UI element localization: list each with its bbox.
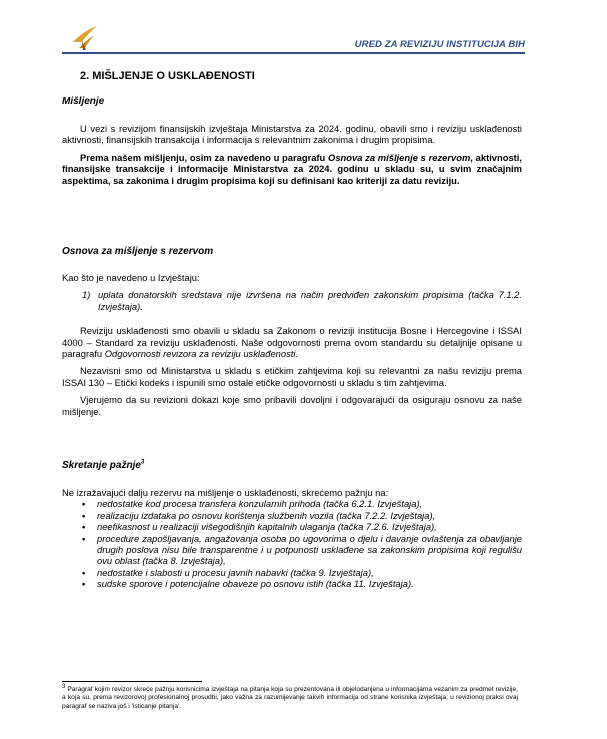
- bullet-item: [82, 533, 522, 567]
- header-title: URED ZA REVIZIJU INSTITUCIJA BIH: [354, 39, 525, 50]
- bullet-item: [82, 578, 522, 589]
- osnova-heading: Osnova za mišljenje s rezervom: [62, 246, 214, 257]
- misljenje-paragraph-1: U vezi s revizijom finansijskih izvještaja Ministarstva za 2024. godinu, obavili smo i reviziju usklađenosti aktivnosti, finansijskih transakcija i informacija s relevantnim zakonima i drugim propisima.: [62, 123, 522, 146]
- osnova-intro: Kao što je navedeno u Izvještaju:: [62, 272, 200, 283]
- footnote-reference[interactable]: 3: [140, 459, 145, 466]
- bullet-item-text: realizaciju izdataka po osnovu korištenja službenih vozila (tačka 7.2.2. Izvještaja),: [97, 509, 436, 521]
- bullet-item: [82, 567, 522, 578]
- osnova-section: [62, 246, 522, 257]
- bullet-item: [82, 521, 522, 532]
- osnova-body: [62, 272, 522, 417]
- bullet-item: [82, 510, 522, 521]
- osnova-item-text: uplata donatorskih sredstava nije izvršena na način predviđen zakonskim propisima (tačka 7.1.2. Izvještaja).: [98, 289, 522, 312]
- bullet-item-text: nedostatke kod procesa transfera konzularnih prihoda (tačka 6.2.1. Izvještaja),: [97, 498, 423, 510]
- wing-logo-icon: [70, 24, 100, 52]
- misljenje-p2-part-a: Prema našem mišljenju, osim za navedeno u paragrafu: [80, 151, 329, 163]
- bullet-item-text: neefikasnost u realizaciji višegodišnjih kapitalnih ulaganja (tačka 7.2.6. Izvještaja),: [97, 521, 437, 533]
- osnova-p1-reference: Odgovornosti revizora za reviziju usklađenosti: [104, 348, 296, 360]
- footnote-mark: 3: [62, 683, 66, 690]
- bullet-item-text: nedostatke i slabosti u procesu javnih nabavki (tačka 9. Izvještaja),: [97, 566, 374, 578]
- bullet-icon: •: [82, 509, 86, 521]
- skretanje-bullet-list: [82, 498, 522, 589]
- osnova-paragraph-1: [62, 325, 522, 359]
- skretanje-heading-text: Skretanje pažnje: [62, 460, 141, 471]
- skretanje-heading: [62, 460, 522, 471]
- osnova-paragraph-3: Vjerujemo da su revizioni dokazi koje smo pribavili dovoljni i odgovarajući da osiguraju osnovu za naše mišljenje.: [62, 394, 522, 417]
- footnote-divider: [62, 681, 202, 682]
- bullet-item-text: procedure zapošljavanja, angažovanja osoba po ugovorima o djelu i davanje ovlaštenja za obavljanje drugih poslova nisu bile transparentne i u potpunosti usklađene sa zakonskim propisima koji regulišu ovu oblast (tačka 8. Izvještaja),: [97, 532, 522, 567]
- bullet-icon: •: [82, 578, 86, 590]
- section-title: 2. MIŠLJENJE O USKLAĐENOSTI: [80, 70, 255, 82]
- skretanje-intro: Ne izražavajući dalju rezervu na mišljenje o usklađenosti, skrećemo pažnju na:: [62, 487, 389, 498]
- misljenje-paragraph-2: [62, 152, 522, 186]
- bullet-icon: •: [82, 532, 86, 544]
- skretanje-body: [62, 487, 522, 590]
- footnote: [62, 683, 518, 711]
- osnova-p1-part-c: .: [295, 348, 299, 360]
- misljenje-p2-part-c: , aktivnosti, finansijske transakcije i informacije Ministarstva za 2024. godinu u skladu su, u svim značajnim aspektima, sa zakonima i drugim propisima koji su definisani kao kriteriji za datu reviziju.: [62, 151, 523, 186]
- osnova-item-number: 1): [82, 289, 91, 301]
- osnova-p1-part-a: Reviziju usklađenosti smo obavili u skladu sa Zakonom o reviziji institucija Bosne i Hercegovine i ISSAI 4000 – Standard za reviziju usklađenosti. Naše odgovornosti prema ovom standardu su detaljnije opisane u paragrafu: [62, 325, 522, 360]
- skretanje-section: [62, 460, 522, 471]
- misljenje-heading: Mišljenje: [62, 96, 105, 107]
- misljenje-section: [62, 96, 522, 107]
- footnote-text: Paragraf kojim revizor skreće pažnju korisnicima izvještaja na pitanja koja su prezentovana ili objelodanjena u informacijama vezanim za predmet revizije, a koja su, prema revizorovoj profesionalnoj prosudbi, jako važna za razumijevanje takvih informacija od strane korisnika izvještaja; u revizionoj praksi ovaj paragraf se naziva još i 'isticanje pitanja'.: [62, 686, 518, 710]
- header-divider: [62, 52, 525, 54]
- bullet-icon: •: [82, 521, 86, 533]
- osnova-numbered-item: [82, 289, 522, 312]
- bullet-icon: •: [82, 566, 86, 578]
- bullet-icon: •: [82, 498, 86, 510]
- bullet-item: [82, 498, 522, 509]
- osnova-paragraph-2: Nezavisni smo od Ministarstva u skladu s etičkim zahtjevima koji su relevantni za našu reviziju prema ISSAI 130 – Etički kodeks i ispunili smo ostale etičke odgovornosti u skladu s tim zahtjevima.: [62, 365, 522, 388]
- bullet-item-text: sudske sporove i potencijalne obaveze po osnovu istih (tačka 11. Izvještaja).: [97, 578, 414, 590]
- misljenje-p2-reference: Osnova za mišljenje s rezervom: [328, 151, 471, 163]
- misljenje-body: [62, 123, 522, 186]
